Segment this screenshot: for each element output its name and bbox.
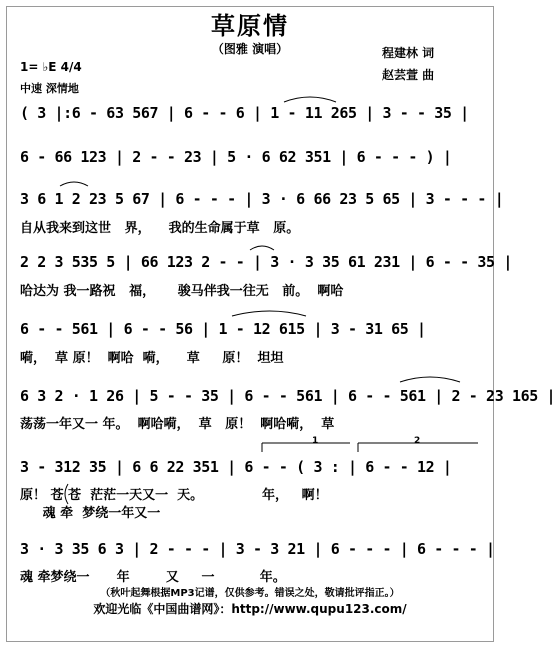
lyrics-line-4: 哈达为 我一路祝 福， 骏马伴我一往无 前。 啊哈 (20, 284, 344, 299)
slur-mark (284, 97, 336, 102)
lyrics-line-3: 自从我来到这世 界， 我的生命属于草 原。 (20, 221, 300, 236)
slur-mark (232, 311, 306, 316)
tempo-marking: 中速 深情地 (20, 82, 79, 95)
lyrics-line-6: 荡荡一年又一 年。 啊哈嗬， 草 原！ 啊哈嗬， 草 (20, 417, 335, 432)
lyrics-line-8: 魂 牵梦绕一 年 又 一 年。 (20, 570, 286, 585)
volta-1-label: 1 (312, 436, 319, 446)
lyrics-line-5: 嗬， 草 原！ 啊哈 嗬， 草 原！ 坦坦 (20, 351, 284, 366)
score-line-4: 2 2 3 535 5 | 66 123 2 - - | 3 · 3 35 61 231 | 6 - - 35 | (20, 253, 512, 271)
composer-credit: 赵芸萱 曲 (382, 68, 435, 82)
score-line-5: 6 - - 561 | 6 - - 56 | 1 - 12 615 | 3 - 31 65 | (20, 320, 426, 338)
score-line-2: 6 - 66 123 | 2 - - 23 | 5 · 6 62 351 | 6 - - - ) | (20, 148, 452, 166)
lyrics-line-7a: 原！ 苍 苍 茫茫一天又一 天。 年， 啊！ (20, 488, 328, 503)
volta-2-label: 2 (414, 436, 421, 446)
score-line-3: 3 6 1 2 23 5 67 | 6 - - - | 3 · 6 66 23 5 65 | 3 - - - | (20, 190, 504, 208)
score-line-1: ( 3 |:6 - 63 567 | 6 - - 6 | 1 - 11 265 | 3 - - 35 | (20, 104, 469, 122)
song-title: 草原情 (211, 12, 289, 40)
score-line-6: 6 3 2 · 1 26 | 5 - - 35 | 6 - - 561 | 6 - - 561 | 2 - 23 165 | (20, 387, 555, 405)
lyricist-credit: 程建林 词 (382, 46, 435, 60)
slur-mark (400, 377, 460, 382)
score-line-7: 3 - 312 35 | 6 6 22 351 | 6 - - ( 3 : | 6 - - 12 | (20, 458, 452, 476)
key-signature: 1= ♭E 4/4 (20, 60, 82, 74)
score-line-8: 3 · 3 35 6 3 | 2 - - - | 3 - 3 21 | 6 - - - | 6 - - - | (20, 540, 495, 558)
transcription-note: （秋叶起舞根据MP3记谱，仅供参考。错误之处，敬请批评指正。） (100, 588, 400, 599)
lyrics-line-7b: 魂 牵 梦绕一年又一 (20, 506, 161, 521)
site-footer: 欢迎光临《中国曲谱网》：http://www.qupu123.com/ (93, 602, 407, 616)
slur-mark (60, 182, 88, 186)
performer-subtitle: （图雅 演唱） (211, 42, 289, 56)
slur-mark (250, 246, 274, 250)
lyrics-brace (65, 484, 68, 504)
